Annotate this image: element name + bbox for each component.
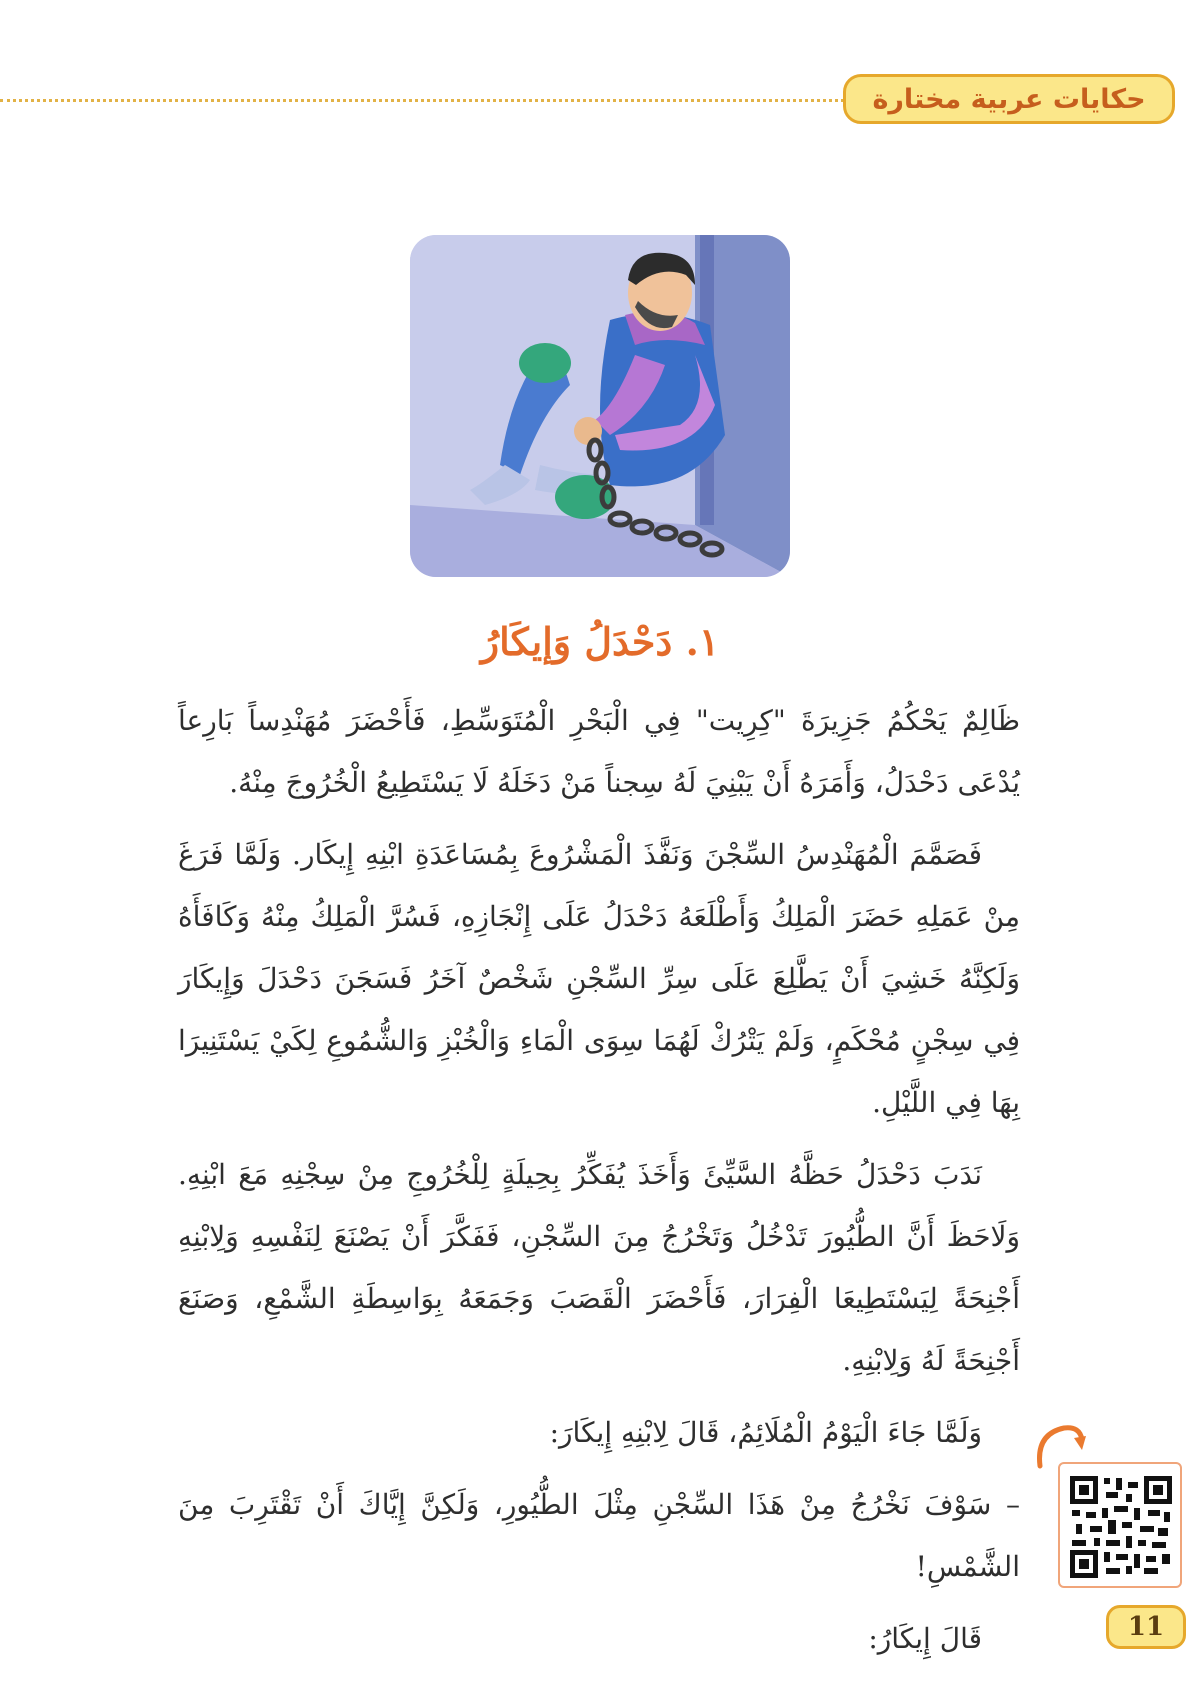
chained-prisoner-illustration bbox=[410, 235, 790, 577]
story-paragraph: ظَالِمٌ يَحْكُمُ جَزِيرَةَ "كِرِيت" فِي الْبَحْرِ الْمُتَوَسِّطِ، فَأَحْضَرَ مُهَنْدِساً بَارِعاً يُدْعَى دَحْدَلُ، وَأَمَرَهُ أَنْ يَبْنِيَ لَهُ سِجناً مَنْ دَخَلَهُ لَا يَسْتَطِيعُ الْخُرُوجَ مِنْهُ. bbox=[178, 704, 1020, 799]
story-body bbox=[178, 690, 1020, 1680]
book-title: حكايات عربية مختارة bbox=[872, 83, 1146, 115]
story-paragraph: قَالَ إِيكَارُ: bbox=[868, 1622, 982, 1655]
story-paragraph: فَصَمَّمَ الْمُهَنْدِسُ السِّجْنَ وَنَفَّذَ الْمَشْرُوعَ بِمُسَاعَدَةِ ابْنِهِ إِيكَار. وَلَمَّا فَرَغَ مِنْ عَمَلِهِ حَضَرَ الْمَلِكُ وَأَطْلَعَهُ دَحْدَلُ عَلَى إِنْجَازِهِ، فَسُرَّ الْمَلِكُ مِنْهُ وَكَافَأَهُ وَلَكِنَّهُ خَشِيَ أَنْ يَطَّلِعَ عَلَى سِرِّ السِّجْنِ شَخْصٌ آخَرُ فَسَجَنَ دَحْدَلَ وَإِيكَارَ فِي سِجْنٍ مُحْكَمٍ، وَلَمْ يَتْرُكْ لَهُمَا سِوَى الْمَاءِ وَالْخُبْزِ وَالشُّمُوعِ لِكَيْ يَسْتَنِيرَا بِهَا فِي اللَّيْلِ. bbox=[178, 838, 1020, 1119]
story-paragraph: وَلَمَّا جَاءَ الْيَوْمُ الْمُلَائِمُ، قَالَ لِابْنِهِ إِيكَارَ: bbox=[549, 1416, 982, 1449]
book-title-banner bbox=[843, 74, 1175, 124]
story-paragraph: نَدَبَ دَحْدَلُ حَظَّهُ السَّيِّئَ وَأَخَذَ يُفَكِّرُ بِحِيلَةٍ لِلْخُرُوجِ مِنْ سِجْنِهِ مَعَ ابْنِهِ. وَلَاحَظَ أَنَّ الطُّيُورَ تَدْخُلُ وَتَخْرُجُ مِنَ السِّجْنِ، فَفَكَّرَ أَنْ يَصْنَعَ لِنَفْسِهِ وَلِابْنِهِ أَجْنِحَةً لِيَسْتَطِيعَا الْفِرَارَ، فَأَحْضَرَ الْقَصَبَ وَجَمَعَهُ بِوَاسِطَةِ الشَّمْعِ، وَصَنَعَ أَجْنِحَةً لَهُ وَلِابْنِهِ. bbox=[178, 1158, 1020, 1377]
qr-code[interactable] bbox=[1058, 1462, 1182, 1588]
story-paragraph: – سَوْفَ نَخْرُجُ مِنْ هَذَا السِّجْنِ مِثْلَ الطُّيُورِ، وَلَكِنَّ إِيَّاكَ أَنْ تَقْتَرِبَ مِنَ الشَّمْسِ! bbox=[178, 1488, 1020, 1583]
page-number: 11 bbox=[1106, 1605, 1186, 1649]
header-dotted-rule bbox=[0, 99, 850, 102]
story-title: ١. دَحْدَلُ وَإيكَارُ bbox=[480, 619, 720, 664]
qr-code-icon bbox=[1070, 1476, 1172, 1578]
